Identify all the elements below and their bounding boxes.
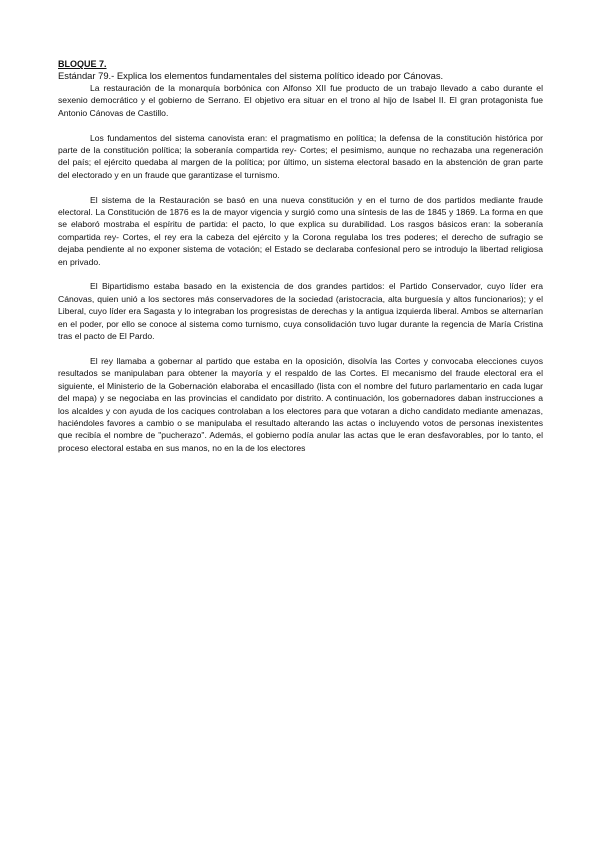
paragraph-fraude-electoral: El rey llamaba a gobernar al partido que estaba en la oposición, disolvía las Cortes y convocaba elecciones cuyos resultados se manipulaban para obtener la mayoría y el respaldo de las Cortes. El mecanismo del fraude electoral era el siguiente, el Ministerio de la Gobernación elaboraba el encasillado (lista con el nombre del futuro parlamentario en cada lugar del mapa) y se negociaba en las provincias el candidato por distrito. A continuación, los gobernadores daban instrucciones a los alcaldes y con ayuda de los caciques controlaban a los electores para que votaran a dicho candidato mediante amenazas, haciéndoles favores a cambio o se manipulaba el resultado alterando las actas o incluyendo votos de personas inexistentes que recibía el nombre de "pucherazo". Además, el gobierno podía anular las actas que le eran desfavorables, por lo tanto, el proceso electoral estaba en sus manos, no en la de los electores xyxy=(58,355,543,453)
block-title: BLOQUE 7. xyxy=(58,59,107,69)
paragraph-restauracion: La restauración de la monarquía borbónica con Alfonso XII fue producto de un trabajo llevado a cabo durante el sexenio democrático y el gobierno de Serrano. El objetivo era situar en el trono al hijo de Isabel II. El gran protagonista fue Antonio Cánovas de Castillo. xyxy=(58,83,543,118)
document-page xyxy=(58,58,543,467)
paragraph-constitucion: El sistema de la Restauración se basó en una nueva constitución y en el turno de dos partidos mediante fraude electoral. La Constitución de 1876 es la de mayor vigencia y surgió como una síntesis de las de 1845 y 1869. La forma en que se elaboró mostraba el espíritu de partida: el pacto, lo que explica su durabilidad. Los rasgos básicos eran: la soberanía compartida rey- Cortes, el rey era la cabeza del ejército y la Corona regulaba los tres poderes; el derecho de sufragio se dejaba pendiente al no exponer sistema de votación; el Estado se declaraba confesional pero se introdujo la libertad religiosa en privado. xyxy=(58,194,543,267)
standard-heading: Estándar 79.- Explica los elementos fundamentales del sistema político ideado por Cánovas. xyxy=(58,70,444,81)
paragraph-fundamentos: Los fundamentos del sistema canovista eran: el pragmatismo en política; la defensa de la constitución histórica por parte de la constitución política; la soberanía compartida rey- Cortes; el pesimismo, aunque no rechazaba una regeneración del país; el ejército quedaba al margen de la política; por último, un sistema electoral basado en la abstención de gran parte del electorado y en un fraude que garantizase el turnismo. xyxy=(58,132,543,180)
paragraph-bipartidismo: El Bipartidismo estaba basado en la existencia de dos grandes partidos: el Partido Conservador, cuyo líder era Cánovas, quien unió a los sectores más conservadores de la sociedad (aristocracia, alta burguesía y altos funcionarios); y el Liberal, cuyo líder era Sagasta y lo integraban los progresistas de derechas y la antigua izquierda liberal. Ambos se alternarían en el poder, por ello se conoce al sistema como turnismo, cuya consolidación tuvo lugar durante la regencia de María Cristina tras el pacto de El Pardo. xyxy=(58,281,543,342)
